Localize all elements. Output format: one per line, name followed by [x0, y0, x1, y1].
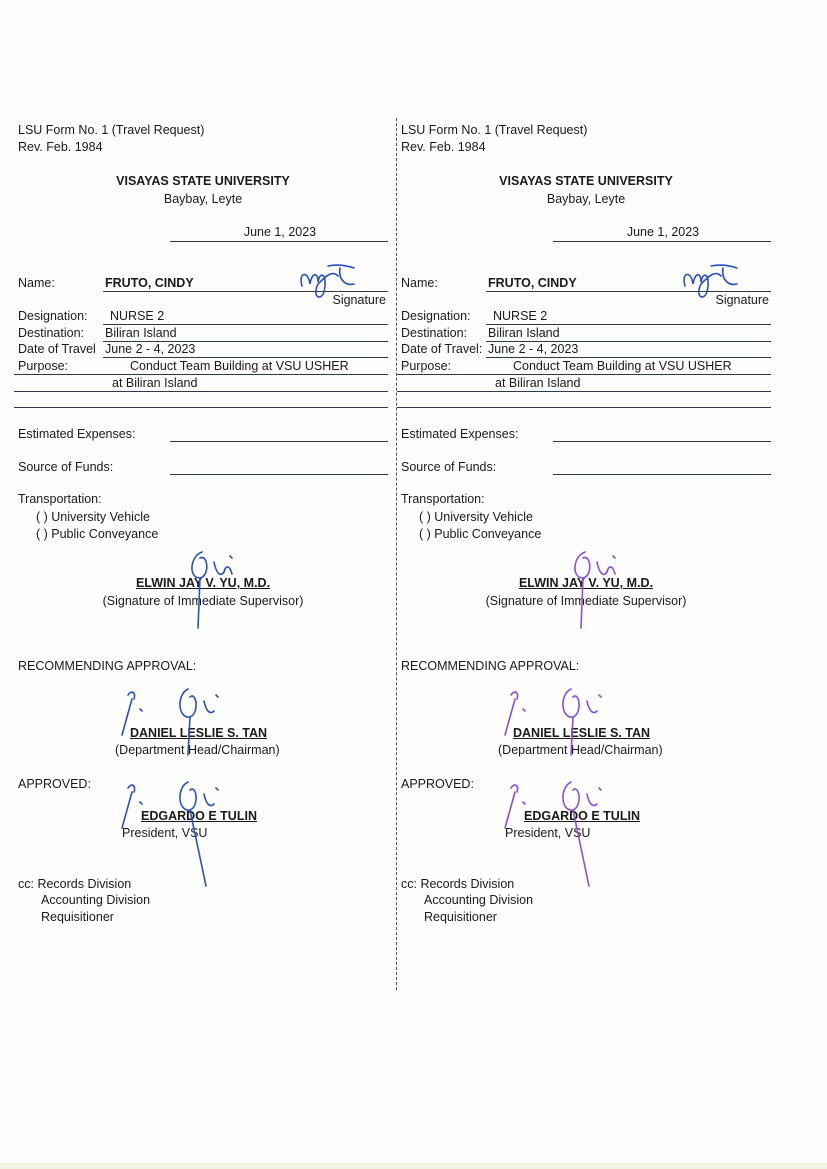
- president-signature-icon: [501, 778, 611, 888]
- name-label: Name:: [18, 276, 55, 290]
- source-of-funds-label: Source of Funds:: [18, 460, 114, 474]
- designation-label: Designation:: [401, 309, 471, 323]
- supervisor-name: ELWIN JAY V. YU, M.D.: [135, 576, 271, 590]
- form-field-line: [397, 407, 771, 408]
- purpose-line-2: at Biliran Island: [495, 376, 581, 390]
- purpose-line-2: at Biliran Island: [112, 376, 198, 390]
- name-label: Name:: [401, 276, 438, 290]
- cc-requisitioner: Requisitioner: [424, 910, 497, 924]
- date-of-travel-value: June 2 - 4, 2023: [488, 342, 579, 356]
- department-head-name: DANIEL LESLIE S. TAN: [513, 726, 651, 740]
- cc-accounting-division: Accounting Division: [424, 893, 534, 907]
- date-of-travel-label: Date of Travel:: [401, 342, 483, 356]
- date-of-travel-value: June 2 - 4, 2023: [105, 342, 196, 356]
- recommending-approval-label: RECOMMENDING APPROVAL:: [401, 659, 580, 673]
- purpose-line-1: Conduct Team Building at VSU USHER: [513, 359, 732, 373]
- cc-requisitioner: Requisitioner: [41, 910, 114, 924]
- form-field-line: [170, 241, 388, 242]
- form-field-line: [397, 374, 771, 375]
- estimated-expenses-label: Estimated Expenses:: [18, 427, 136, 441]
- purpose-line-1: Conduct Team Building at VSU USHER: [130, 359, 349, 373]
- designation-label: Designation:: [18, 309, 88, 323]
- cut-line-divider: [396, 118, 397, 990]
- request-date: June 1, 2023: [243, 225, 317, 239]
- transportation-label: Transportation:: [401, 492, 485, 506]
- form-field-line: [553, 441, 771, 442]
- supervisor-caption: (Signature of Immediate Supervisor): [102, 594, 304, 608]
- president-name: EDGARDO E TULIN: [141, 809, 257, 823]
- form-number: LSU Form No. 1 (Travel Request): [18, 123, 205, 137]
- transportation-label: Transportation:: [18, 492, 102, 506]
- president-name: EDGARDO E TULIN: [524, 809, 640, 823]
- form-field-line: [397, 391, 771, 392]
- purpose-label: Purpose:: [18, 359, 69, 373]
- requester-name: FRUTO, CINDY: [488, 276, 577, 290]
- approved-label: APPROVED:: [18, 777, 91, 791]
- revision-date: Rev. Feb. 1984: [401, 140, 486, 154]
- signature-label: Signature: [332, 293, 386, 307]
- name-signature-icon: [298, 262, 408, 372]
- supervisor-signature-icon: [180, 548, 290, 658]
- form-field-line: [170, 474, 388, 475]
- form-field-line: [170, 441, 388, 442]
- destination-label: Destination:: [18, 326, 85, 340]
- president-signature-icon: [118, 778, 228, 888]
- university-name: VISAYAS STATE UNIVERSITY: [499, 174, 673, 188]
- signature-label: Signature: [715, 293, 769, 307]
- purpose-label: Purpose:: [401, 359, 452, 373]
- recommending-approval-label: RECOMMENDING APPROVAL:: [18, 659, 197, 673]
- supervisor-caption: (Signature of Immediate Supervisor): [485, 594, 687, 608]
- date-of-travel-label: Date of Travel: [18, 342, 96, 356]
- university-name: VISAYAS STATE UNIVERSITY: [116, 174, 290, 188]
- cc-accounting-division: Accounting Division: [41, 893, 151, 907]
- form-field-line: [14, 374, 388, 375]
- destination-value: Biliran Island: [488, 326, 560, 340]
- transport-option-public-conveyance: ( ) Public Conveyance: [419, 527, 542, 541]
- form-field-line: [553, 241, 771, 242]
- department-head-caption: (Department Head/Chairman): [115, 743, 280, 757]
- estimated-expenses-label: Estimated Expenses:: [401, 427, 519, 441]
- source-of-funds-label: Source of Funds:: [401, 460, 497, 474]
- cc-records-division: cc: Records Division: [18, 877, 132, 891]
- president-caption: President, VSU: [505, 826, 591, 840]
- university-location: Baybay, Leyte: [163, 192, 243, 206]
- transport-option-public-conveyance: ( ) Public Conveyance: [36, 527, 159, 541]
- approved-label: APPROVED:: [401, 777, 474, 791]
- transport-option-university-vehicle: ( ) University Vehicle: [419, 510, 533, 524]
- form-number: LSU Form No. 1 (Travel Request): [401, 123, 588, 137]
- form-field-line: [553, 474, 771, 475]
- request-date: June 1, 2023: [626, 225, 700, 239]
- department-head-caption: (Department Head/Chairman): [498, 743, 663, 757]
- supervisor-name: ELWIN JAY V. YU, M.D.: [518, 576, 654, 590]
- destination-label: Destination:: [401, 326, 468, 340]
- name-signature-icon: [681, 262, 791, 372]
- president-caption: President, VSU: [122, 826, 208, 840]
- designation-value: NURSE 2: [493, 309, 548, 323]
- requester-name: FRUTO, CINDY: [105, 276, 194, 290]
- department-head-name: DANIEL LESLIE S. TAN: [130, 726, 268, 740]
- form-field-line: [14, 391, 388, 392]
- supervisor-signature-icon: [563, 548, 673, 658]
- transport-option-university-vehicle: ( ) University Vehicle: [36, 510, 150, 524]
- form-field-line: [14, 407, 388, 408]
- revision-date: Rev. Feb. 1984: [18, 140, 103, 154]
- designation-value: NURSE 2: [110, 309, 165, 323]
- cc-records-division: cc: Records Division: [401, 877, 515, 891]
- scan-edge: [0, 1163, 827, 1169]
- destination-value: Biliran Island: [105, 326, 177, 340]
- university-location: Baybay, Leyte: [546, 192, 626, 206]
